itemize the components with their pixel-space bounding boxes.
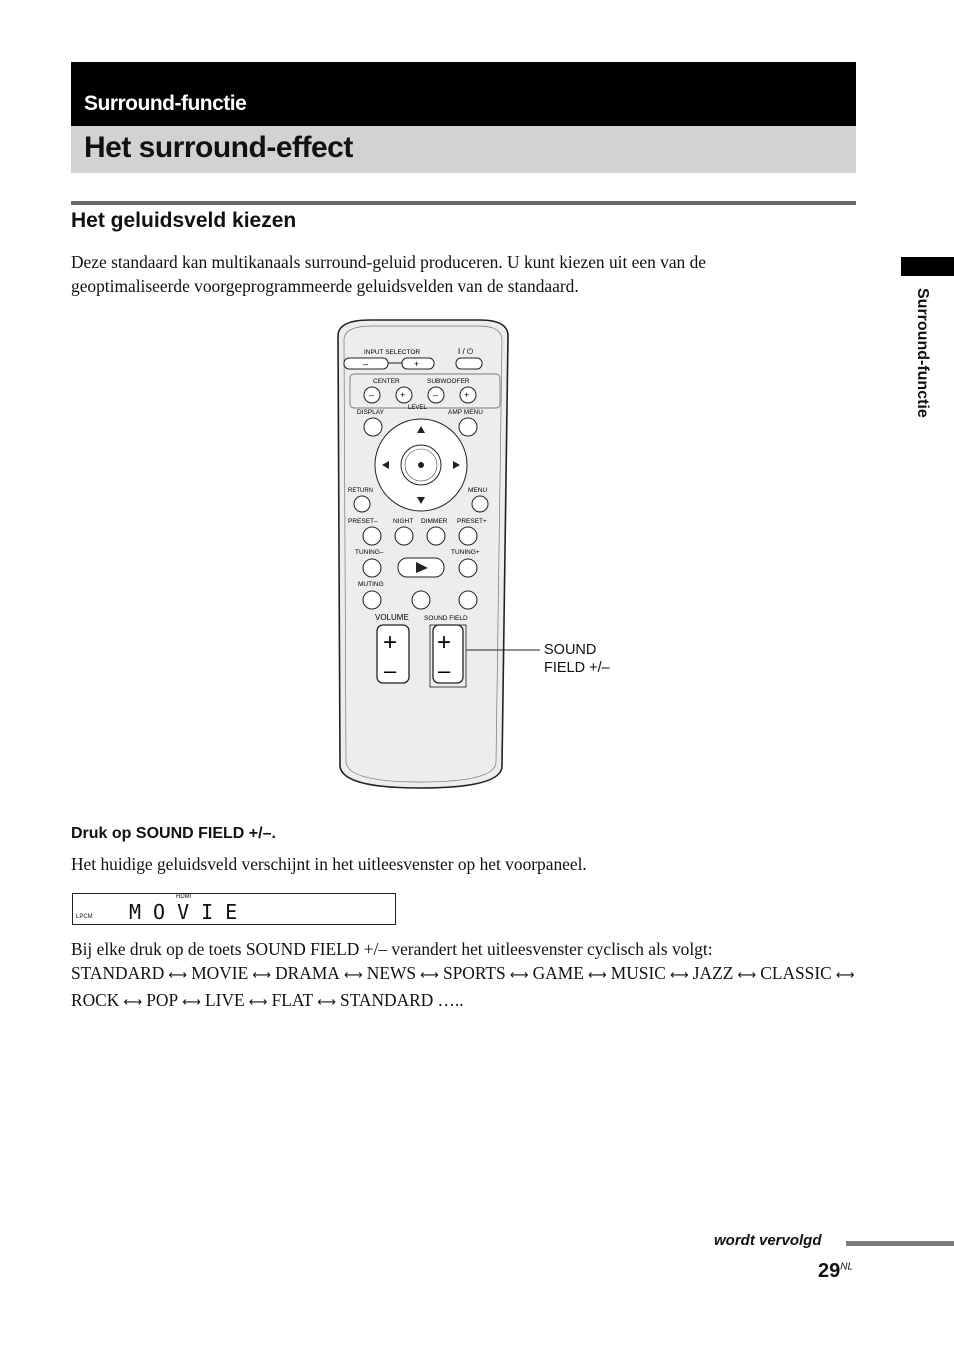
cycle-mode: DRAMA — [275, 963, 340, 983]
double-arrow-icon: ⟷ — [831, 968, 855, 983]
double-arrow-icon: ⟷ — [248, 968, 276, 983]
cycle-mode: FLAT — [271, 990, 314, 1010]
label-preset-minus: PRESET– — [348, 518, 378, 525]
double-arrow-icon: ⟷ — [313, 995, 341, 1010]
continued-bar — [846, 1241, 954, 1246]
double-arrow-icon: ⟷ — [505, 968, 533, 983]
page-title: Het surround-effect — [84, 131, 353, 164]
label-tuning-plus: TUNING+ — [451, 549, 480, 556]
cycle-mode: SPORTS — [442, 963, 506, 983]
section-title: Surround-functie — [84, 92, 247, 115]
cycle-mode: POP — [146, 990, 179, 1010]
display-hdmi: HDMI — [176, 894, 192, 900]
label-preset-plus: PRESET+ — [457, 518, 487, 525]
label-subwoofer: SUBWOOFER — [427, 378, 470, 385]
cycle-mode: CLASSIC — [760, 963, 832, 983]
svg-text:–: – — [369, 390, 375, 400]
label-sound-field: SOUND FIELD — [424, 615, 468, 622]
label-display: DISPLAY — [357, 409, 384, 416]
label-night: NIGHT — [393, 518, 414, 525]
cycle-mode: JAZZ — [692, 963, 734, 983]
double-arrow-icon: ⟷ — [339, 968, 367, 983]
step-paragraph: Het huidige geluidsveld verschijnt in het uitleesvenster op het voorpaneel. — [71, 854, 587, 874]
svg-text:–: – — [363, 359, 369, 369]
label-power: I / ⏻ — [458, 347, 474, 356]
intro-paragraph: Deze standaard kan multikanaals surround-geluid produceren. U kunt kiezen uit een van de geoptimaliseerde voorgeprogrammeerde geluidsvelden van de standaard. — [71, 252, 707, 296]
double-arrow-icon: ⟷ — [164, 968, 192, 983]
label-level: LEVEL — [408, 405, 427, 411]
cycle-mode: MUSIC — [610, 963, 666, 983]
svg-text:–: – — [438, 658, 451, 683]
double-arrow-icon: ⟷ — [416, 968, 443, 983]
cycle-end: ….. — [437, 990, 464, 1010]
cycle-mode: GAME — [532, 963, 584, 983]
svg-text:+: + — [383, 629, 398, 656]
page-title-bar — [71, 126, 856, 173]
sidebar-tab — [901, 257, 954, 276]
label-input-selector: INPUT SELECTOR — [364, 349, 421, 356]
double-arrow-icon: ⟷ — [665, 968, 693, 983]
sidebar-label: Surround-functie — [914, 288, 931, 418]
display-text: MOVIE — [129, 900, 250, 924]
cycle-mode: ROCK — [71, 990, 120, 1010]
remote-control-illustration — [330, 316, 620, 796]
double-arrow-icon: ⟷ — [119, 995, 147, 1010]
label-menu: MENU — [468, 487, 488, 494]
cycle-mode: NEWS — [366, 963, 417, 983]
double-arrow-icon: ⟷ — [178, 995, 206, 1010]
heading-rule — [71, 201, 856, 205]
svg-text:–: – — [384, 658, 397, 683]
label-muting: MUTING — [358, 581, 384, 588]
svg-text:+: + — [437, 629, 452, 656]
double-arrow-icon: ⟷ — [244, 995, 272, 1010]
cycle-sequence — [71, 963, 855, 1010]
label-volume: VOLUME — [375, 613, 409, 622]
double-arrow-icon: ⟷ — [733, 968, 761, 983]
svg-text:+: + — [400, 390, 406, 400]
label-amp-menu: AMP MENU — [448, 409, 483, 416]
sound-field-callout: SOUND FIELD +/– — [544, 642, 610, 676]
subheading: Het geluidsveld kiezen — [71, 209, 297, 232]
label-tuning-minus: TUNING– — [355, 549, 384, 556]
section-header — [71, 62, 856, 126]
label-center: CENTER — [373, 378, 400, 385]
cycle-mode: STANDARD — [340, 990, 434, 1010]
cycle-intro: Bij elke druk op de toets SOUND FIELD +/– verandert het uitleesvenster cyclisch als volgt: — [71, 939, 713, 959]
svg-text:–: – — [433, 390, 439, 400]
label-dimmer: DIMMER — [421, 518, 448, 525]
page-number: $29^{NL}$ — [818, 1260, 854, 1282]
continued-label: wordt vervolgd — [714, 1232, 822, 1249]
cycle-paragraph — [71, 937, 861, 1015]
display-lpcm: LPCM — [76, 914, 93, 920]
cycle-mode: MOVIE — [191, 963, 249, 983]
step-instruction: Druk op SOUND FIELD +/–. — [71, 825, 276, 842]
cycle-mode: LIVE — [205, 990, 245, 1010]
label-return: RETURN — [348, 488, 373, 494]
svg-text:+: + — [464, 390, 470, 400]
svg-text:+: + — [414, 359, 420, 369]
double-arrow-icon: ⟷ — [583, 968, 611, 983]
cycle-mode: STANDARD — [71, 963, 165, 983]
front-panel-display — [72, 893, 396, 925]
